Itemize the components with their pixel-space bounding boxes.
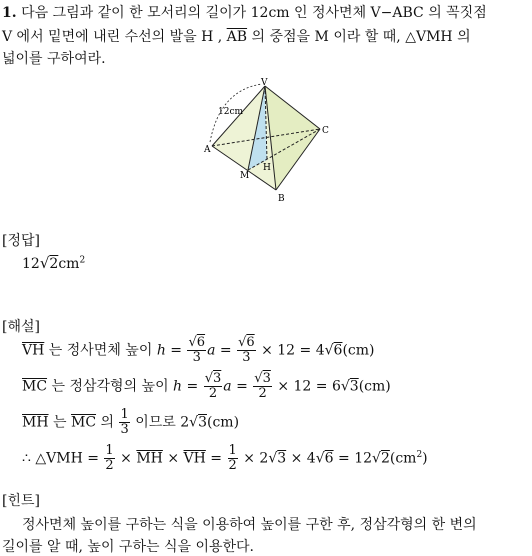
segment-ab: $\overline{AB}$ — [226, 29, 248, 45]
hint-line-1: 정사면체 높이를 구하는 식을 이용하여 높이를 구한 후, 정삼각형의 한 변의 — [22, 517, 477, 533]
solution-line-3: $\overline{MH}$ 는 $\overline{MC}$ 의 $\frac{1}{3}$ 이므로 2√3(cm) — [22, 407, 240, 437]
answer-exponent: 2 — [79, 255, 86, 266]
solution-heading: [해설] — [2, 319, 40, 335]
hint-line-2: 길이를 알 때, 높이 구하는 식을 이용한다. — [2, 539, 254, 555]
problem-number: 1. — [2, 5, 17, 21]
label-c: C — [322, 126, 329, 136]
answer-unit: cm — [58, 256, 80, 272]
solution-text-3a: 는 — [53, 414, 67, 431]
hint-heading: [힌트] — [2, 493, 40, 509]
problem-line-3: 넓이를 구하여라. — [2, 51, 106, 67]
segment-mc: $\overline{MC}$ — [22, 378, 48, 395]
problem-line-2 — [2, 26, 471, 46]
label-v: V — [261, 78, 268, 88]
label-edge-length: 12cm — [218, 107, 244, 117]
tetrahedron-figure — [200, 74, 340, 204]
segment-mc-2: $\overline{MC}$ — [70, 414, 97, 431]
solution-text-3b: 의 — [100, 414, 115, 431]
solution-text-2: 는 정삼각형의 높이 — [51, 378, 169, 395]
segment-vh: $\overline{VH}$ — [22, 342, 45, 359]
problem-text-2a: V 에서 밑면에 내린 수선의 발을 H , — [2, 29, 223, 45]
label-m: M — [240, 171, 250, 181]
solution-line-2: $\overline{MC}$ 는 정삼각형의 높이 h = $\frac{√3}{2}$ a = $\frac{√3}{2}$ × 12 = 6√3(cm) — [22, 371, 391, 401]
solution-line-1: $\overline{VH}$ 는 정사면체 높이 h = $\frac{√6}{3}$ a = $\frac{√6}{3}$ × 12 = 4√6(cm) — [22, 335, 375, 365]
answer-coef: 12 — [22, 256, 40, 272]
solution-therefore: ∴ △VMH = — [22, 450, 99, 467]
problem-line-1 — [2, 2, 487, 22]
label-h: H — [263, 163, 271, 173]
solution-line-4: ∴ △VMH = $\frac{1}{2}$ × $\overline{MH} \times \overline{VH}$ = $\frac{1}{2}$ × $2√3 \times 4√6 = 12√2(cm^2)$ — [22, 443, 428, 473]
solution-text-3c: 이므로 — [135, 414, 176, 431]
answer-heading: [정답] — [2, 233, 40, 249]
problem-text-2b: 의 중점을 M 이라 할 때, △VMH 의 — [251, 29, 471, 45]
problem-text-1: 다음 그림과 같이 한 모서리의 길이가 12cm 인 정사면체 V−ABC 의 꼭짓점 — [21, 5, 487, 21]
answer-radicand: 2 — [49, 256, 59, 272]
segment-mh: $\overline{MH}$ — [22, 414, 49, 431]
answer-value: $12√2cm^2$ — [22, 254, 86, 272]
label-b: B — [278, 194, 285, 204]
label-a: A — [204, 145, 211, 155]
solution-text-1: 는 정사면체 높이 — [48, 342, 153, 359]
